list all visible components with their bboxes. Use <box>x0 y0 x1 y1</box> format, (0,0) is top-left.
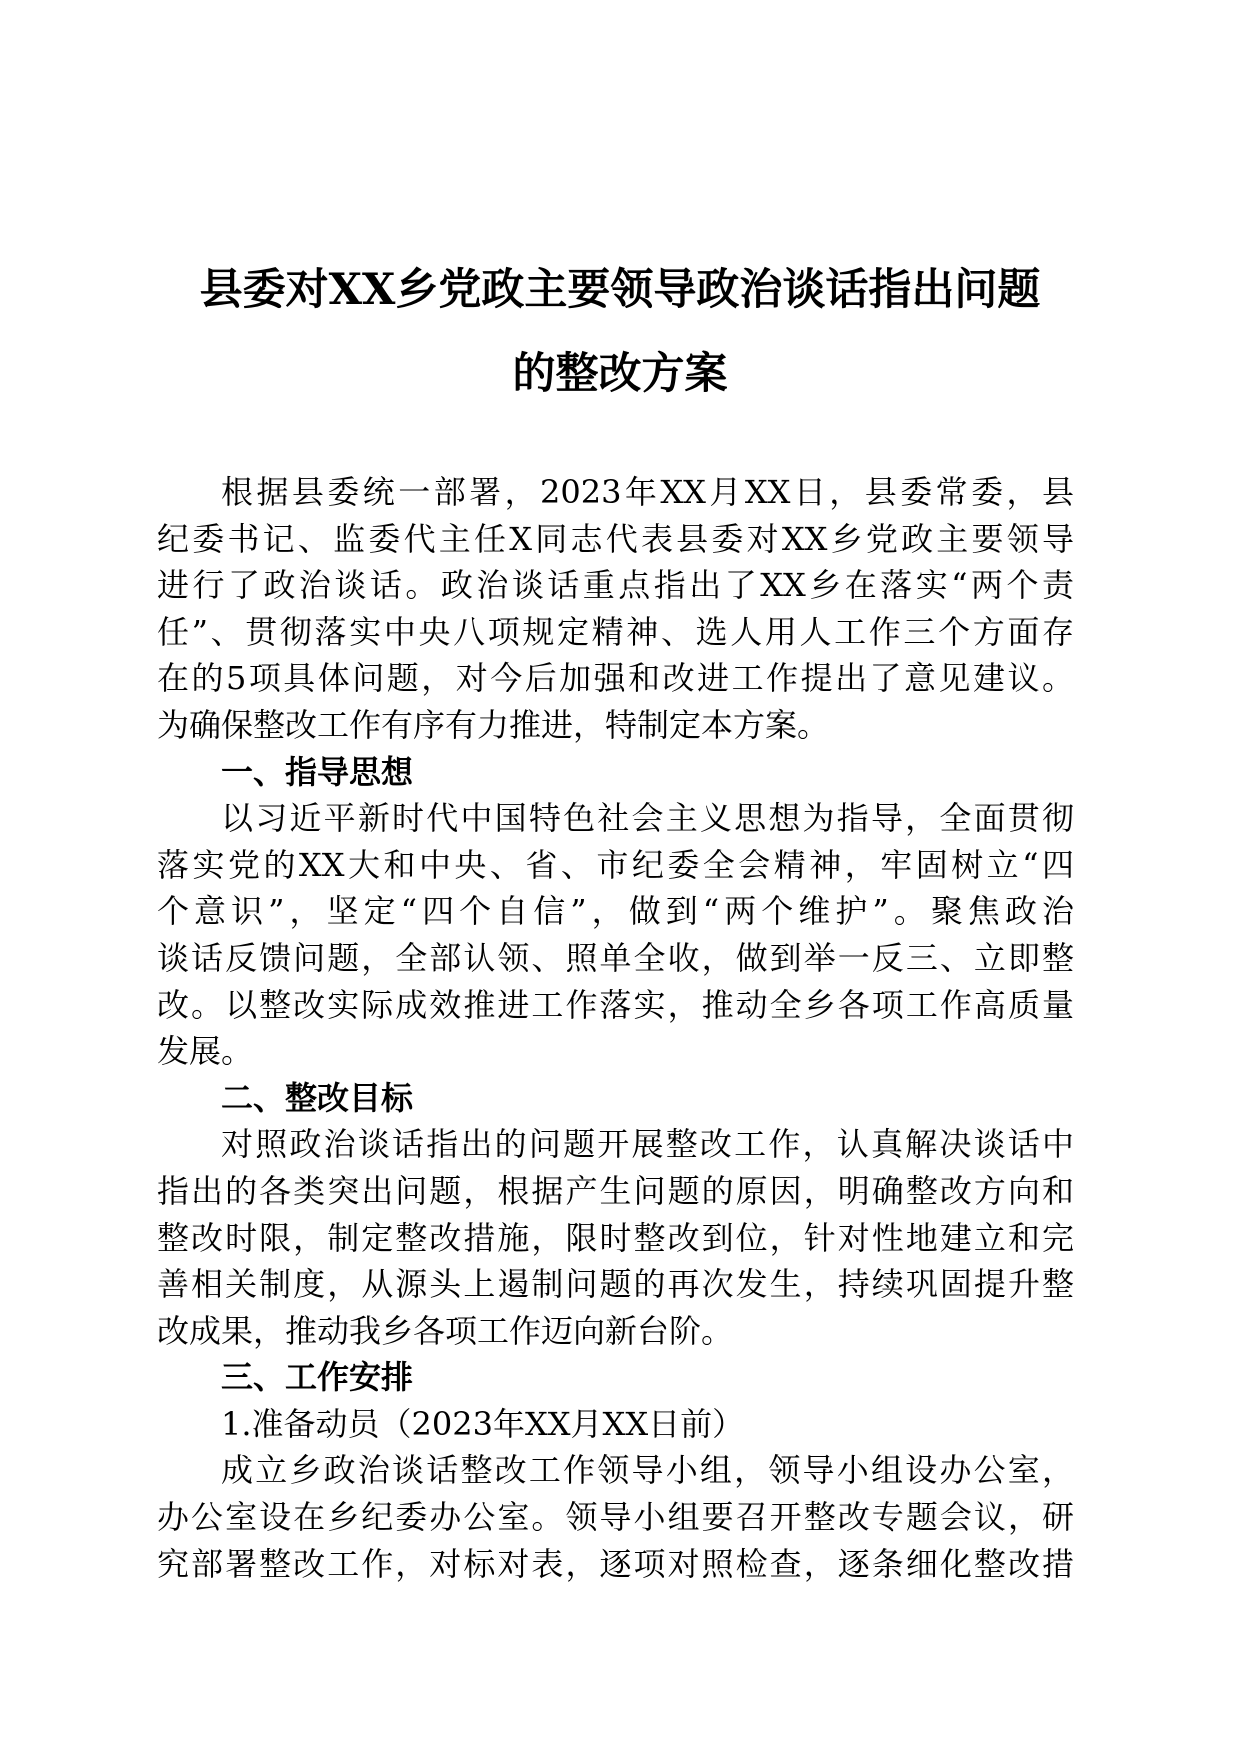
paragraph-line: 整改时限，制定整改措施，限时整改到位，针对性地建立和完 <box>157 1218 1074 1257</box>
paragraph-line: 为确保整改工作有序有力推进，特制定本方案。 <box>157 705 830 744</box>
document-body <box>157 469 1074 1587</box>
paragraph-line: 改成果，推动我乡各项工作迈向新台阶。 <box>157 1311 734 1350</box>
paragraph-line: 在的5项具体问题，对今后加强和改进工作提出了意见建议。 <box>157 659 1074 698</box>
section-heading: 三、工作安排 <box>221 1358 414 1397</box>
paragraph-line: 对照政治谈话指出的问题开展整改工作，认真解决谈话中 <box>221 1125 1074 1164</box>
paragraph-line: 进行了政治谈话。政治谈话重点指出了XX乡在落实“两个责 <box>157 566 1074 605</box>
paragraph-line: 根据县委统一部署，2023年XX月XX日，县委常委，县 <box>221 473 1074 511</box>
paragraph-line: 办公室设在乡纪委办公室。领导小组要召开整改专题会议，研 <box>157 1498 1074 1537</box>
section-paragraph <box>157 795 1074 1075</box>
section-paragraph <box>157 1121 1074 1354</box>
paragraph-line: 指出的各类突出问题，根据产生问题的原因，明确整改方向和 <box>157 1171 1074 1210</box>
document-title <box>150 248 1090 416</box>
paragraph-line: 任”、贯彻落实中央八项规定精神、选人用人工作三个方面存 <box>157 612 1074 651</box>
title-line-2: 的整改方案 <box>512 349 728 399</box>
intro-paragraph <box>157 469 1074 749</box>
paragraph-line: 改。以整改实际成效推进工作落实，推动全乡各项工作高质量 <box>157 985 1074 1024</box>
title-line-1: 县委对XX乡党政主要领导政治谈话指出问题 <box>199 265 1041 315</box>
paragraph-line: 发展。 <box>157 1032 254 1071</box>
paragraph-line: 成立乡政治谈话整改工作领导小组，领导小组设办公室， <box>221 1451 1074 1490</box>
subsection-heading: 1.准备动员（2023年XX月XX日前） <box>221 1404 745 1443</box>
paragraph-line: 落实党的XX大和中央、省、市纪委全会精神，牢固树立“四 <box>157 845 1074 884</box>
paragraph-line: 善相关制度，从源头上遏制问题的再次发生，持续巩固提升整 <box>157 1265 1074 1304</box>
section-paragraph <box>157 1447 1074 1587</box>
paragraph-line: 究部署整改工作，对标对表，逐项对照检查，逐条细化整改措 <box>157 1544 1074 1583</box>
section-heading: 一、指导思想 <box>221 752 414 791</box>
paragraph-line: 个意识”，坚定“四个自信”，做到“两个维护”。聚焦政治 <box>157 892 1074 931</box>
section-heading: 二、整改目标 <box>221 1078 414 1117</box>
paragraph-line: 以习近平新时代中国特色社会主义思想为指导，全面贯彻 <box>221 799 1074 838</box>
paragraph-line: 纪委书记、监委代主任X同志代表县委对XX乡党政主要领导 <box>157 519 1074 558</box>
paragraph-line: 谈话反馈问题，全部认领、照单全收，做到举一反三、立即整 <box>157 938 1074 977</box>
